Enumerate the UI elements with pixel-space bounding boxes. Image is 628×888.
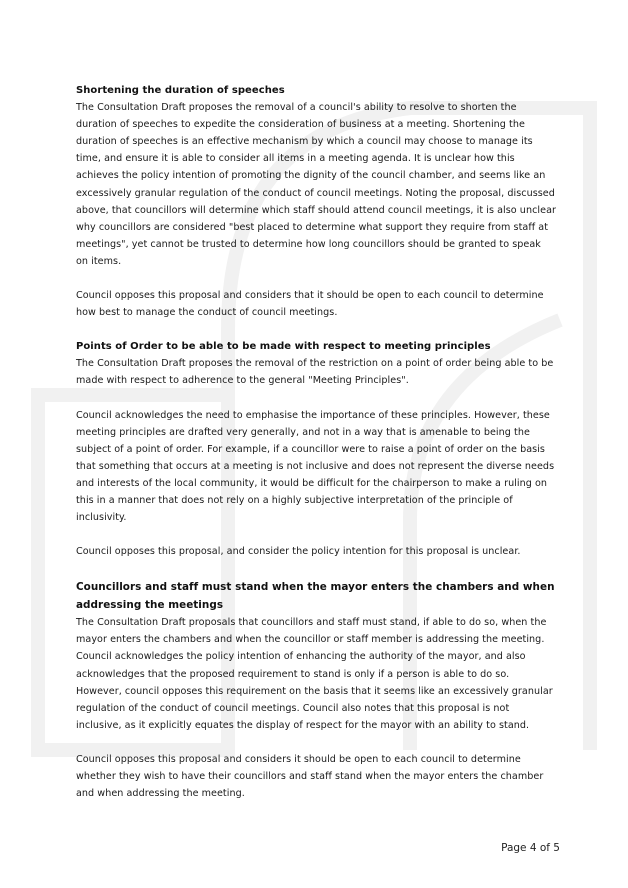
paragraph: Council opposes this proposal, and consider the policy intention for this proposal is unclear.	[76, 546, 521, 558]
page-number: Page 4 of 5	[501, 842, 560, 854]
paragraph: The Consultation Draft proposes the removal of a council's ability to resolve to shorten the duration of speeches to expedite the consideration of business at a meeting. Shortening the duration of speeches is an effective mechanism by which a council may choose to manage its time, and ensure it is able to consider all items in a meeting agenda. It is unclear how this achieves the policy intention of promoting the dignity of the council chamber, and seems like an excessively granular regulation of the conduct of council meetings. Noting the proposal, discussed above, that councillors will determine which staff should attend council meetings, it is also unclear why councillors are considered "best placed to determine what support they require from staff at meetings", yet cannot be trusted to determine how long councillors should be granted to speak on items.	[76, 102, 556, 267]
paragraph: Council opposes this proposal and considers it should be open to each council to determine whether they wish to have their councillors and staff stand when the mayor enters the chamber and when addressing the meeting.	[76, 753, 544, 800]
section-heading-stand-for-mayor: Councillors and staff must stand when the mayor enters the chambers and when addressing the meetings	[76, 581, 555, 611]
section-heading-shortening-speeches: Shortening the duration of speeches	[76, 85, 285, 96]
document-body	[76, 82, 556, 802]
paragraph: The Consultation Draft proposals that councillors and staff must stand, if able to do so, when the mayor enters the chambers and when the councillor or staff member is addressing the meeting. Council acknowledges the policy intention of enhancing the authority of the mayor, and also acknowledges that the proposed requirement to stand is only if a person is able to do so. However, council opposes this requirement on the basis that it seems like an excessively granular regulation of the conduct of council meetings. Council also notes that this proposal is not inclusive, as it explicitly equates the display of respect for the mayor with an ability to stand.	[76, 617, 553, 731]
paragraph: Council acknowledges the need to emphasise the importance of these principles. However, these meeting principles are drafted very generally, and not in a way that is amenable to being the subject of a point of order. For example, if a councillor were to raise a point of order on the basis that something that occurs at a meeting is not inclusive and does not represent the diverse needs and interests of the local community, it would be difficult for the chairperson to make a ruling on this in a manner that does not rely on a highly subjective interpretation of the principle of inclusivity.	[76, 409, 555, 524]
paragraph: The Consultation Draft proposes the removal of the restriction on a point of order being able to be made with respect to adherence to the general "Meeting Principles".	[76, 358, 554, 387]
section-heading-points-of-order: Points of Order to be able to be made with respect to meeting principles	[76, 341, 491, 353]
paragraph: Council opposes this proposal and considers that it should be open to each council to determine how best to manage the conduct of council meetings.	[76, 290, 544, 319]
